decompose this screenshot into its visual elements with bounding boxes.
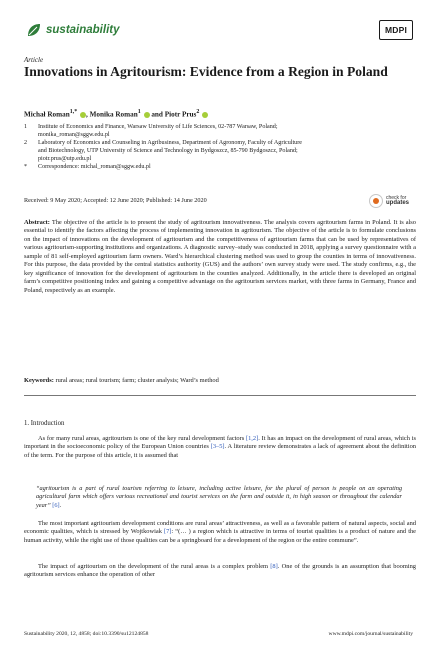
affiliation — [24, 139, 416, 163]
keywords-text: rural areas; rural tourism; farm; cluster analysis; Ward’s method — [55, 377, 219, 384]
abstract — [24, 219, 416, 295]
affiliation-line: Institute of Economics and Finance, Warsaw University of Life Sciences, 02-787 Warsaw, Poland; — [38, 124, 278, 130]
affiliations — [24, 123, 416, 172]
orcid-icon[interactable] — [202, 112, 208, 118]
section-heading: 1. Introduction — [24, 420, 65, 427]
affiliation-mark: 2 — [24, 140, 28, 147]
check-for-text: check for — [385, 194, 407, 201]
publisher-logo: MDPI — [379, 20, 413, 40]
author-name: Michał Roman — [24, 110, 70, 119]
journal-logo — [26, 22, 120, 38]
paragraph: The most important agritourism development conditions are rural areas’ attractiveness, as well as a favorable pattern of natural aspects, social and economic qualities, which is stressed by Wojtkowiak [7]: “(… ) a region which is attractive in terms of tourist qualities is a product of nature and the human activity, while the right use of those qualities can be a springboard for a development of the region or the entire commune”. — [24, 520, 416, 544]
update-icon — [369, 194, 383, 208]
paragraph: As for many rural areas, agritourism is one of the key rural development factors [1,2]. It has an impact on the development of rural areas, which is important in the socioeconomic policy of the European Union countries [3–5]. A literature review demonstrates a lack of agreement about the definition of the term. For the purpose of this article, it is assumed that — [24, 435, 416, 459]
divider — [24, 395, 416, 396]
publication-dates: Received: 9 May 2020; Accepted: 12 June 2020; Published: 14 June 2020 — [24, 197, 207, 204]
keywords-label: Keywords: — [24, 377, 54, 384]
author-name: Monika Roman — [89, 110, 138, 119]
keywords — [24, 377, 416, 384]
affiliation-mark: 1 — [24, 124, 28, 130]
correspondence[interactable]: Correspondence: michal_roman@sggw.edu.pl — [38, 164, 151, 171]
article-type: Article — [24, 56, 44, 64]
article-title: Innovations in Agritourism: Evidence from a Region in Poland — [24, 64, 388, 79]
author-sup: 1 — [137, 109, 141, 115]
journal-name: sustainability — [46, 24, 120, 36]
author-conjunction: and — [151, 110, 163, 119]
affiliation-line: and Biotechnology, UTP University of Science and Technology in Bydgoszcz, 85-790 Bydgoszcz, Poland; — [38, 148, 298, 155]
orcid-icon[interactable] — [144, 112, 150, 118]
block-quote: “agritourism is a part of rural tourism referring to leisure, including active leisure, for the plural of person is people on an operating agricultural farm which offers various recreational and tourist services on the farm and outside it, in high season or throughout the calendar year” [6]. — [36, 485, 402, 509]
leaf-icon — [26, 22, 42, 38]
affiliation — [24, 163, 416, 171]
footer-url[interactable]: www.mdpi.com/journal/sustainability — [328, 631, 413, 637]
citation-link[interactable]: [6] — [52, 501, 60, 509]
citation-link[interactable]: [7] — [163, 528, 172, 536]
orcid-icon[interactable] — [80, 112, 86, 118]
affiliation-mark: * — [24, 164, 28, 171]
citation-link[interactable]: [1,2] — [245, 435, 259, 442]
updates-text: updates — [385, 200, 409, 206]
affiliation-email[interactable]: monika_roman@sggw.edu.pl — [38, 132, 110, 139]
footer-citation: Sustainability 2020, 12, 4858; doi:10.3390/su12124858 — [24, 631, 149, 637]
paragraph: The impact of agritourism on the development of the rural areas is a complex problem [8]. One of the grounds is an assumption that booming agritourism services enhance the operation of other — [24, 563, 416, 579]
abstract-text: The objective of the article is to present the study of agritourism innovativeness. The analysis covers agritourism farms in Poland. It is also essential to identify the factors affecting the process of implementing innovation in agritourism. The objective of the article is to formulate conclusions on the impact of innovations on the development of agritourism and the competitiveness of agritourism farms that can be used by representatives of various agritourism-supporting institutions and organizations. A diagnostic survey–study was conducted in 2018, applying a survey questionnaire with a sample of 81 self-employed agritourism farm owners. Ward’s hierarchical clustering method was used to group the counties in terms of innovativeness. For this purpose, the data provided by the central statistics authority (GUS) and the authors’ own survey study were used. The study confirms, e.g., the key significance of innovation for the development of agritourism in the counties analyzed. Additionally, in the article there is developed an original farm’s competitive positioning index and gaining a competitive advantage on the agritourism services market, with three farms in Germany, France and Poland, respectively as an example. — [24, 219, 416, 294]
affiliation — [24, 123, 416, 139]
abstract-label: Abstract: — [24, 219, 50, 226]
author-list: Michał Roman$^{1,*}$ , Monika Roman$^1$ and Piotr Prus$^2$ — [24, 109, 208, 118]
affiliation-line: Laboratory of Economics and Counseling in Agribusiness, Department of Agronomy, Faculty of Agriculture — [38, 140, 302, 147]
citation-link[interactable]: [8] — [270, 563, 278, 570]
affiliation-email[interactable]: piotr.prus@utp.edu.pl — [38, 156, 92, 163]
author-sup: 2 — [196, 109, 200, 115]
check-for-updates-badge[interactable] — [369, 194, 409, 208]
author-sup: 1,* — [69, 109, 78, 115]
author-name: Piotr Prus — [164, 110, 197, 119]
citation-link[interactable]: [3–5] — [210, 443, 225, 451]
